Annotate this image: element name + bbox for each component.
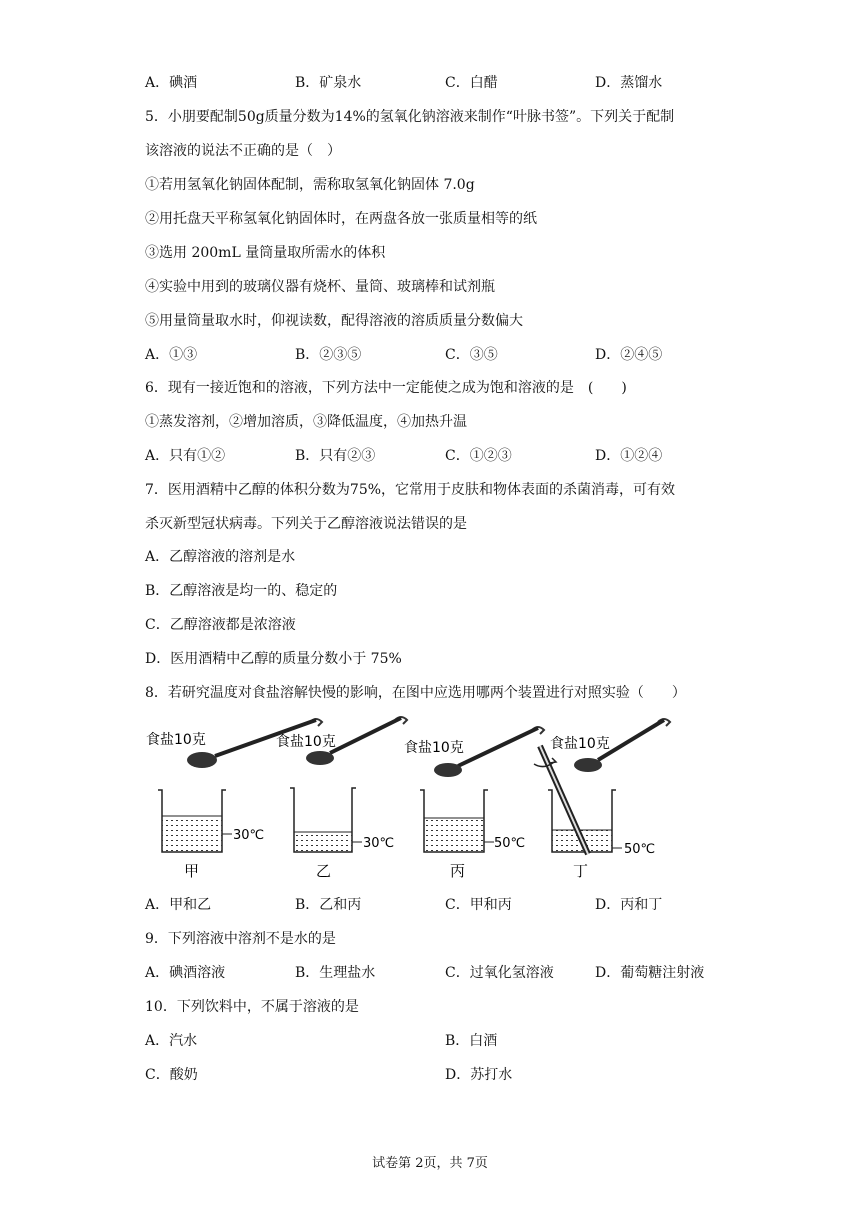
temp-label: 30℃ [363,836,395,851]
q8-stem: 8．若研究温度对食盐溶解快慢的影响，在图中应选用哪两个装置进行对照实验（ ） [145,685,686,701]
q6-option-b: B．只有②③ [295,448,376,464]
beaker-label: 甲 [184,862,200,880]
q6-option-c: C．①②③ [445,448,512,464]
q9-option-a: A．碘酒溶液 [145,965,226,981]
q7-stem-line1: 7．医用酒精中乙醇的体积分数为75%，它常用于皮肤和物体表面的杀菌消毒，可有效 [145,482,676,498]
q10-option-a: A．汽水 [145,1033,198,1049]
q8-figure [140,708,700,890]
q4-option-d: D．蒸馏水 [595,75,663,91]
q5-option-b: B．②③⑤ [295,347,362,363]
q4-option-a: A．碘酒 [145,75,198,91]
temp-label: 30℃ [233,828,265,843]
q5-option-a: A．①③ [145,347,198,363]
q7-option-a: A．乙醇溶液的溶剂是水 [145,549,296,565]
q5-option-d: D．②④⑤ [595,347,663,363]
beaker-label: 丁 [573,862,589,880]
q8-option-b: B．乙和丙 [295,897,362,913]
q7-option-c: C．乙醇溶液都是浓溶液 [145,617,296,633]
beaker-label: 乙 [316,862,332,880]
q5-item-3: ③选用 200mL 量筒量取所需水的体积 [145,245,386,261]
salt-spoon-icon [434,763,462,777]
q6-option-d: D．①②④ [595,448,663,464]
q9-option-c: C．过氧化氢溶液 [445,965,554,981]
salt-label: 食盐10克 [276,734,336,750]
q8-option-c: C．甲和丙 [445,897,512,913]
q5-item-1: ①若用氢氧化钠固体配制，需称取氢氧化钠固体 7.0g [145,177,475,193]
salt-label: 食盐10克 [146,732,206,748]
salt-spoon-icon [187,752,217,768]
q8-option-d: D．丙和丁 [595,897,663,913]
q10-stem: 10．下列饮料中，不属于溶液的是 [145,999,359,1015]
beaker-label: 丙 [450,862,466,880]
q5-item-4: ④实验中用到的玻璃仪器有烧杯、量筒、玻璃棒和试剂瓶 [145,279,495,295]
q4-option-b: B．矿泉水 [295,75,362,91]
salt-spoon-icon [306,751,334,765]
q5-option-c: C．③⑤ [445,347,498,363]
q9-option-d: D．葡萄糖注射液 [595,965,705,981]
q7-stem-line2: 杀灭新型冠状病毒。下列关于乙醇溶液说法错误的是 [145,516,467,532]
q10-option-b: B．白酒 [445,1033,498,1049]
q4-option-c: C．白醋 [445,75,498,91]
q10-option-c: C．酸奶 [145,1067,198,1083]
q9-stem: 9．下列溶液中溶剂不是水的是 [145,931,336,947]
q7-option-b: B．乙醇溶液是均一的、稳定的 [145,583,338,599]
q6-option-a: A．只有①② [145,448,226,464]
salt-spoon-icon [574,758,602,772]
salt-label: 食盐10克 [550,736,610,752]
q8-option-a: A．甲和乙 [145,897,212,913]
q6-stem: 6．现有一接近饱和的溶液，下列方法中一定能使之成为饱和溶液的是 ( ) [145,380,627,396]
beaker-ding [534,719,670,880]
temp-label: 50℃ [494,836,526,851]
q5-stem-line1: 5．小朋要配制50g质量分数为14%的氢氧化钠溶液来制作“叶脉书签”。下列关于配制 [145,109,675,125]
q5-item-2: ②用托盘天平称氢氧化钠固体时，在两盘各放一张质量相等的纸 [145,211,537,227]
q10-option-d: D．苏打水 [445,1067,513,1083]
q6-items: ①蒸发溶剂，②增加溶质，③降低温度，④加热升温 [145,414,467,430]
page-footer: 试卷第 2页，共 7页 [372,1156,488,1171]
salt-label: 食盐10克 [404,740,464,756]
q5-stem-line2: 该溶液的说法不正确的是（ ） [145,143,341,159]
q9-option-b: B．生理盐水 [295,965,376,981]
q5-item-5: ⑤用量筒量取水时，仰视读数，配得溶液的溶质质量分数偏大 [145,313,523,329]
beaker-bing [404,727,544,880]
q7-option-d: D．医用酒精中乙醇的质量分数小于 75% [145,651,402,667]
temp-label: 50℃ [624,842,656,857]
beaker-yi [276,717,407,880]
